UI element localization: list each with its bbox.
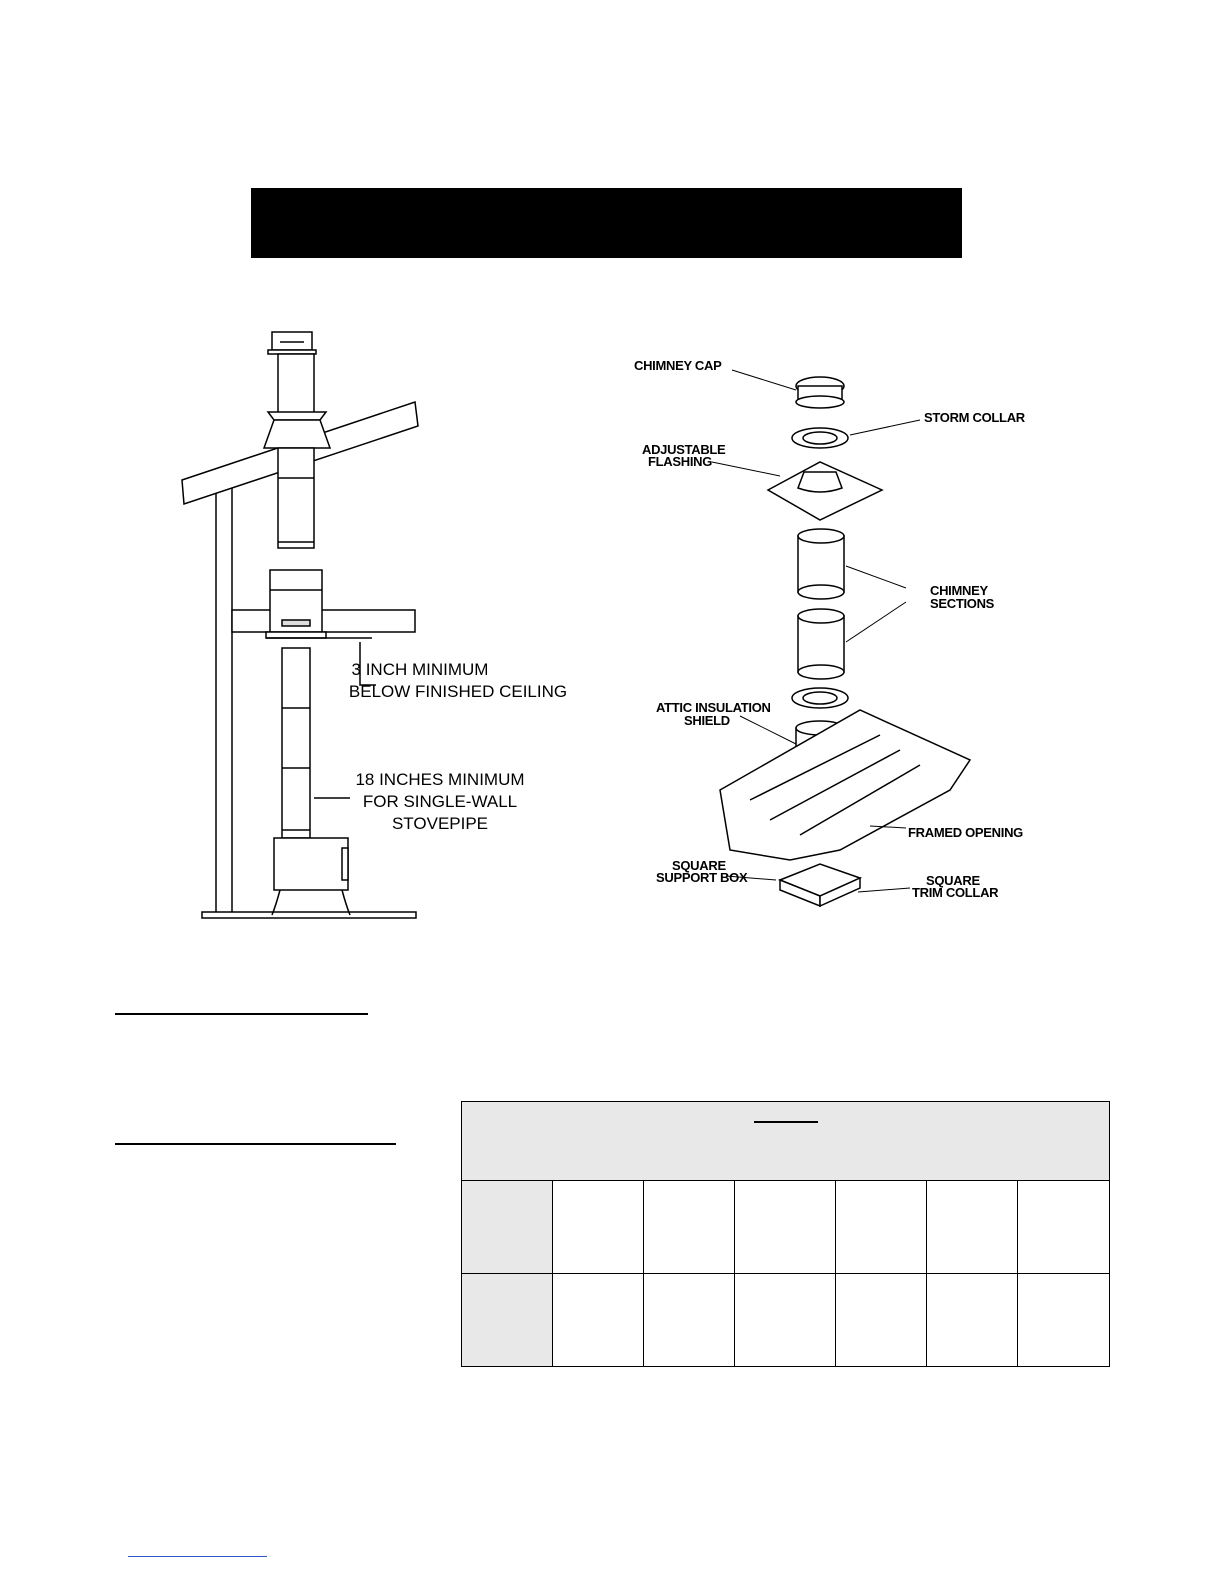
chimney-kit-exploded-view — [620, 340, 1050, 920]
table-header — [462, 1102, 1110, 1181]
ceiling-clearance-label-line1: 3 INCH MINIMUM — [351, 660, 489, 679]
table-title-underline — [754, 1121, 818, 1123]
table-cell — [927, 1181, 1018, 1274]
table-cell — [644, 1181, 735, 1274]
chimney-cap-label: CHIMNEY CAP — [634, 358, 722, 373]
row-header-cell — [462, 1181, 553, 1274]
framed-opening-label: FRAMED OPENING — [908, 825, 1023, 840]
trim-collar-label-line1: SQUARE — [926, 873, 980, 888]
table-cell — [553, 1181, 644, 1274]
stovepipe-label-line3: STOVEPIPE — [391, 814, 489, 833]
attic-shield-label-line1: ATTIC INSULATION — [656, 700, 771, 715]
trim-collar-label-line2: TRIM COLLAR — [912, 885, 999, 900]
table-cell — [836, 1181, 927, 1274]
support-box-label-line2: SUPPORT BOX — [656, 870, 748, 885]
adjustable-flashing-label-line1: ADJUSTABLE — [642, 442, 726, 457]
table-cell — [553, 1274, 644, 1367]
ceiling-clearance-label-line2: BELOW FINISHED CEILING — [348, 682, 568, 701]
section-heading-underline — [115, 1013, 368, 1015]
stovepipe-label-line2: FOR SINGLE-WALL — [362, 792, 518, 811]
support-box-label-line1: SQUARE — [672, 858, 726, 873]
footer-link-underline[interactable] — [128, 1556, 267, 1557]
subsection-heading-underline — [115, 1143, 396, 1145]
stove-chimney-drawing — [150, 320, 620, 940]
storm-collar-label: STORM COLLAR — [924, 410, 1025, 425]
table-row — [462, 1274, 1110, 1367]
table-cell — [927, 1274, 1018, 1367]
adjustable-flashing-label-line2: FLASHING — [648, 454, 713, 469]
table-cell — [735, 1181, 836, 1274]
clearance-table — [461, 1101, 1110, 1367]
table-cell — [644, 1274, 735, 1367]
chimney-sections-label-line1: CHIMNEY — [930, 583, 988, 598]
table-row — [462, 1181, 1110, 1274]
attic-shield-label-line2: SHIELD — [684, 713, 730, 728]
section-title-banner — [251, 188, 962, 258]
stovepipe-label-line1: 18 INCHES MINIMUM — [355, 770, 525, 789]
chimney-sections-label-line2: SECTIONS — [930, 596, 995, 611]
row-header-cell — [462, 1274, 553, 1367]
chimney-installation-side-view — [150, 320, 620, 940]
table-cell — [1018, 1181, 1110, 1274]
table-cell — [735, 1274, 836, 1367]
table-cell — [1018, 1274, 1110, 1367]
table-cell — [836, 1274, 927, 1367]
chimney-kit-drawing — [620, 340, 1050, 920]
